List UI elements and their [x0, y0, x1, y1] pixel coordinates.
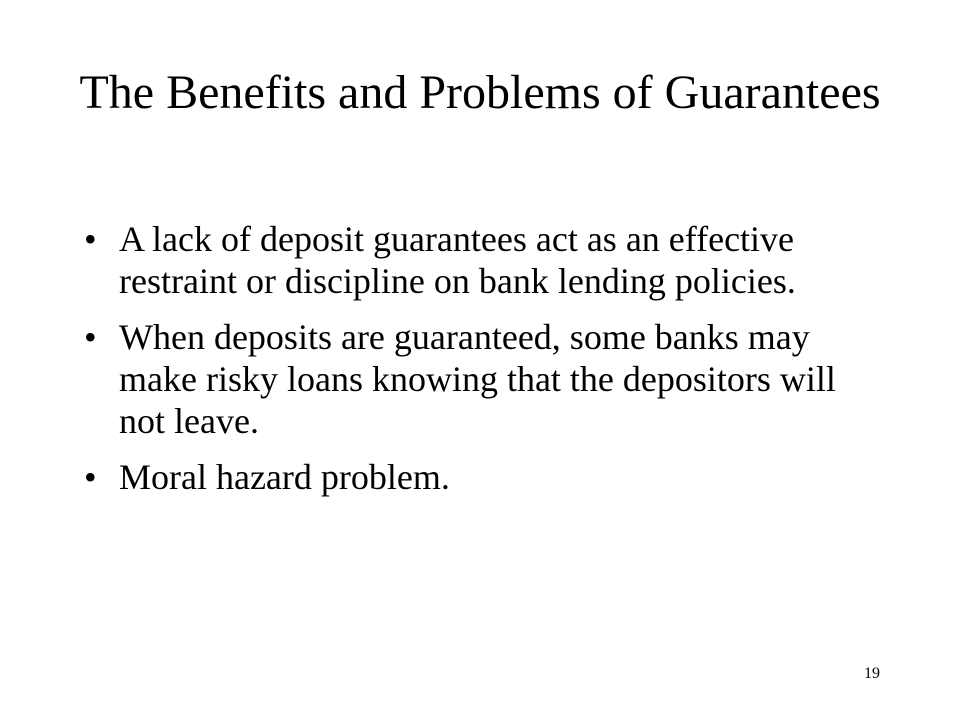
bullet-text: A lack of deposit guarantees act as an effective restraint or discipline on bank lending policies. [119, 219, 796, 301]
bullet-text: Moral hazard problem. [119, 457, 450, 497]
bullet-item [84, 316, 874, 442]
bullet-marker: • [84, 457, 97, 497]
bullet-marker: • [84, 317, 97, 357]
slide-number: 19 [864, 665, 880, 682]
bullet-text: When deposits are guaranteed, some banks may make risky loans knowing that the depositors will not leave. [119, 317, 836, 441]
bullet-item [84, 456, 874, 498]
bullet-marker: • [84, 219, 97, 259]
bullet-item [84, 218, 874, 302]
bullet-list [84, 218, 874, 512]
slide-title: The Benefits and Problems of Guarantees [79, 66, 881, 119]
